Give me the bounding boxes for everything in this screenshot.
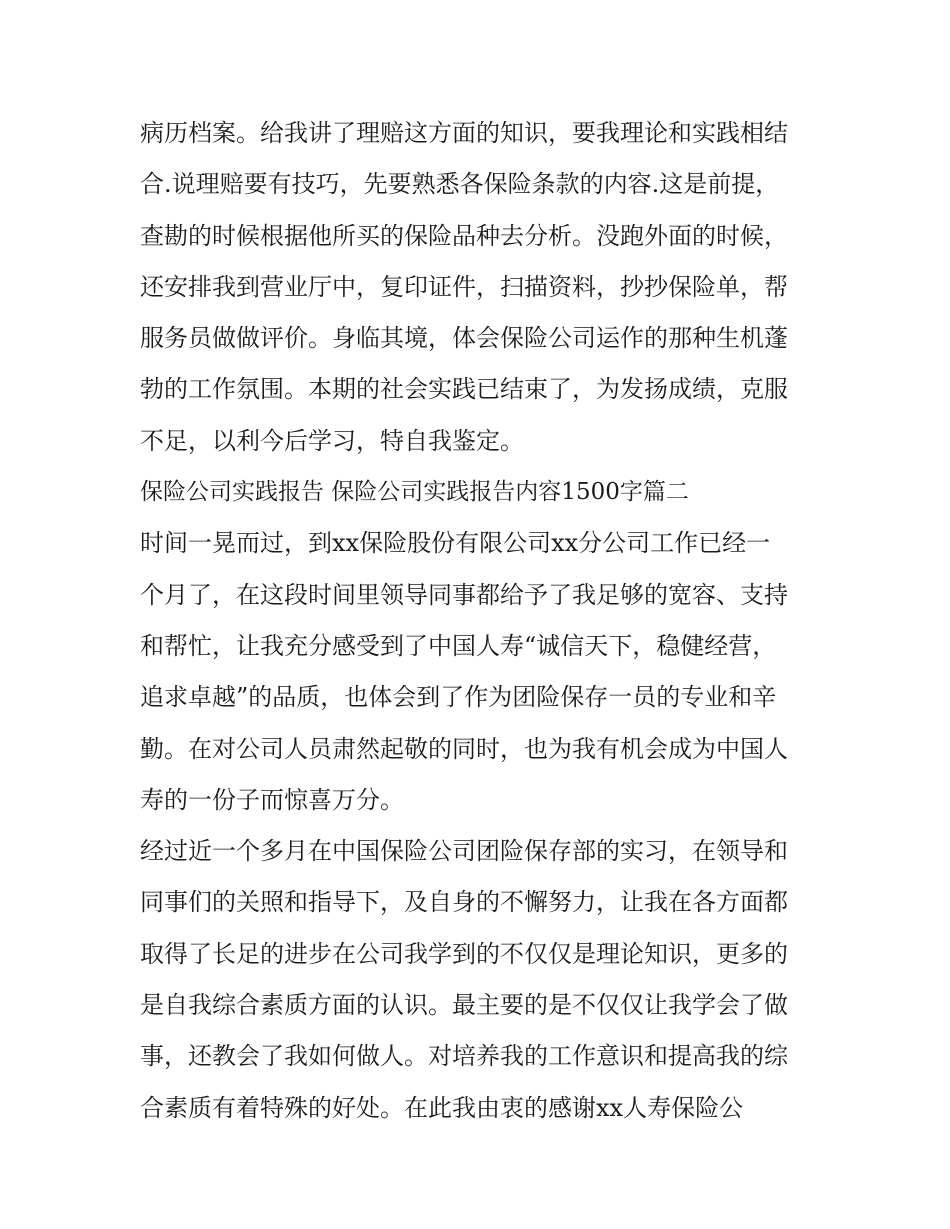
- text-line: 勃的工作氛围。本期的社会实践已结束了，为发扬成绩，克服: [140, 375, 788, 404]
- text-line: 时间一晃而过，到xx保险股份有限公司xx分公司工作已经一: [140, 529, 771, 558]
- section-heading: 保险公司实践报告 保险公司实践报告内容1500字篇二: [140, 479, 689, 506]
- text-line: 个月了，在这段时间里领导同事都给予了我足够的宽容、支持: [140, 580, 788, 609]
- text-line: 是自我综合素质方面的认识。最主要的是不仅仅让我学会了做: [140, 991, 788, 1020]
- text-line: 寿的一份子而惊喜万分。: [140, 785, 404, 814]
- document-body: [140, 108, 816, 1134]
- text-line: 还安排我到营业厅中，复印证件，扫描资料，抄抄保险单，帮: [140, 272, 788, 301]
- text-line: 查勘的时候根据他所买的保险品种去分析。没跑外面的时候，: [140, 221, 788, 250]
- text-line: 经过近一个多月在中国保险公司团险保存部的实习，在领导和: [140, 837, 788, 866]
- text-line: 勤。在对公司人员肃然起敬的同时，也为我有机会成为中国人: [140, 734, 788, 763]
- text-line: 合.说理赔要有技巧，先要熟悉各保险条款的内容.这是前提，: [140, 170, 780, 199]
- text-line: 不足，以利今后学习，特自我鉴定。: [140, 426, 524, 455]
- text-line: 服务员做做评价。身临其境，体会保险公司运作的那种生机蓬: [140, 324, 788, 353]
- text-line: 事，还教会了我如何做人。对培养我的工作意识和提高我的综: [140, 1042, 788, 1071]
- text-line: 病历档案。给我讲了理赔这方面的知识，要我理论和实践相结: [140, 119, 788, 147]
- text-line: 追求卓越”的品质，也体会到了作为团险保存一员的专业和辛: [140, 683, 777, 712]
- text-line: 合素质有着特殊的好处。在此我由衷的感谢xx人寿保险公: [140, 1093, 744, 1122]
- text-line: 同事们的关照和指导下，及自身的不懈努力，让我在各方面都: [140, 888, 788, 917]
- text-line: 取得了长足的进步在公司我学到的不仅仅是理论知识，更多的: [140, 939, 788, 968]
- text-line: 和帮忙，让我充分感受到了中国人寿“诚信天下，稳健经营，: [140, 631, 777, 660]
